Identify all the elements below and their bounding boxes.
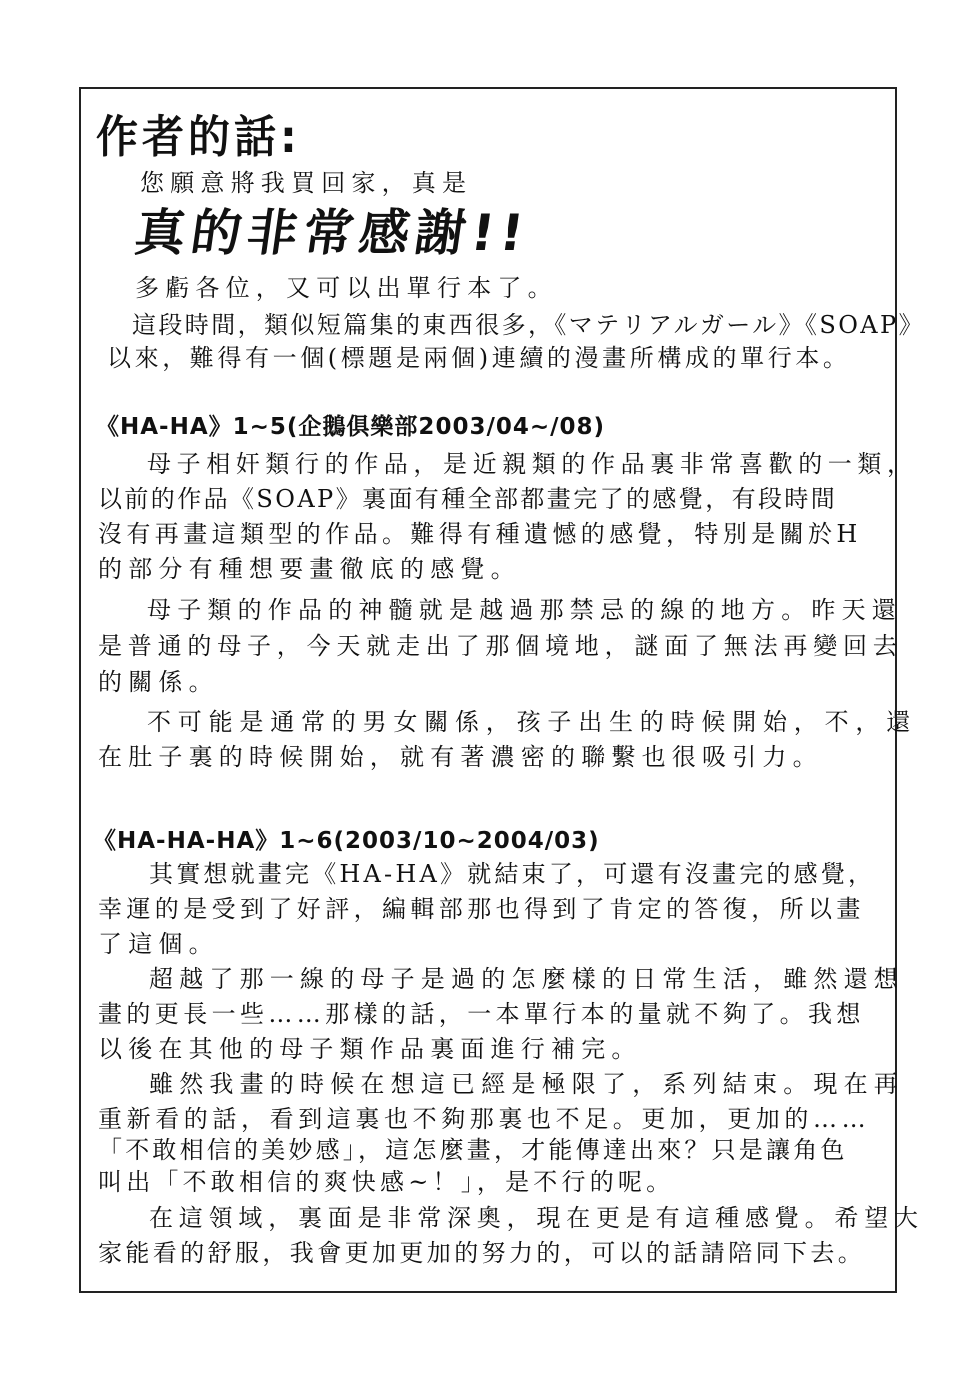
section-2-line: 畫的更長一些……那樣的話，一本單行本的量就不夠了。我想 — [98, 1000, 865, 1028]
section-2-heading: 《HA-HA-HA》1~6(2003/10~2004/03) — [93, 828, 600, 854]
section-1-line: 是普通的母子，今天就走出了那個境地，謎面了無法再變回去 — [98, 632, 903, 660]
section-2-line: 超越了那一線的母子是過的怎麼樣的日常生活，雖然還想 — [149, 965, 904, 993]
section-2-line: 了這個。 — [98, 930, 219, 958]
section-1-line: 母子類的作品的神髓就是越過那禁忌的線的地方。昨天還 — [147, 596, 902, 624]
intro-line-1: 您願意將我買回家，真是 — [140, 169, 473, 197]
section-1-heading: 《HA-HA》1~5(企鵝俱樂部2003/04~/08) — [96, 414, 606, 440]
section-2-line: 幸運的是受到了好評，編輯部那也得到了肯定的答復，所以畫 — [98, 895, 865, 923]
section-1-line: 不可能是通常的男女關係，孩子出生的時候開始，不，還 — [147, 708, 917, 736]
section-2-line: 叫出「不敢相信的爽快感~！」，是不行的呢。 — [98, 1168, 675, 1196]
thanks-heading: 真的非常感謝!! — [131, 204, 534, 262]
page-title: 作者的話: — [96, 110, 301, 163]
intro-line-3: 這段時間，類似短篇集的東西很多，《マテリアルガール》《SOAP》 — [132, 311, 925, 339]
section-2-line: 以後在其他的母子類作品裏面進行補完。 — [98, 1035, 642, 1063]
intro-line-2: 多虧各位，又可以出單行本了。 — [135, 274, 558, 302]
section-2-line: 重新看的話，看到這裏也不夠那裏也不足。更加，更加的…… — [98, 1105, 871, 1133]
section-1-line: 在肚子裏的時候開始，就有著濃密的聯繫也很吸引力。 — [98, 743, 823, 771]
section-2-line: 家能看的舒服，我會更加更加的努力的，可以的話請陪同下去。 — [98, 1239, 866, 1267]
section-1-line: 以前的作品《SOAP》裏面有種全部都畫完了的感覺，有段時間 — [98, 485, 838, 513]
section-1-line: 沒有再畫這類型的作品。難得有種遺憾的感覺，特別是關於H — [98, 520, 862, 548]
section-2-line: 雖然我畫的時候在想這已經是極限了，系列結束。現在再 — [149, 1070, 904, 1098]
intro-line-4: 以來，難得有一個(標題是兩個)連續的漫畫所構成的單行本。 — [107, 344, 851, 372]
section-2-line: 「不敢相信的美妙感」，這怎麼畫，才能傳達出來？只是讓角色 — [98, 1136, 848, 1164]
section-1-line: 的部分有種想要畫徹底的感覺。 — [98, 555, 521, 583]
section-1-line: 的關係。 — [98, 668, 219, 696]
section-2-line: 在這領域，裏面是非常深奧，現在更是有這種感覺。希望大 — [149, 1204, 924, 1232]
section-1-line: 母子相奸類行的作品，是近親類的作品裏非常喜歡的一類， — [147, 450, 917, 478]
section-2-line: 其實想就畫完《HA-HA》就結束了，可還有沒畫完的感覺， — [149, 860, 876, 888]
